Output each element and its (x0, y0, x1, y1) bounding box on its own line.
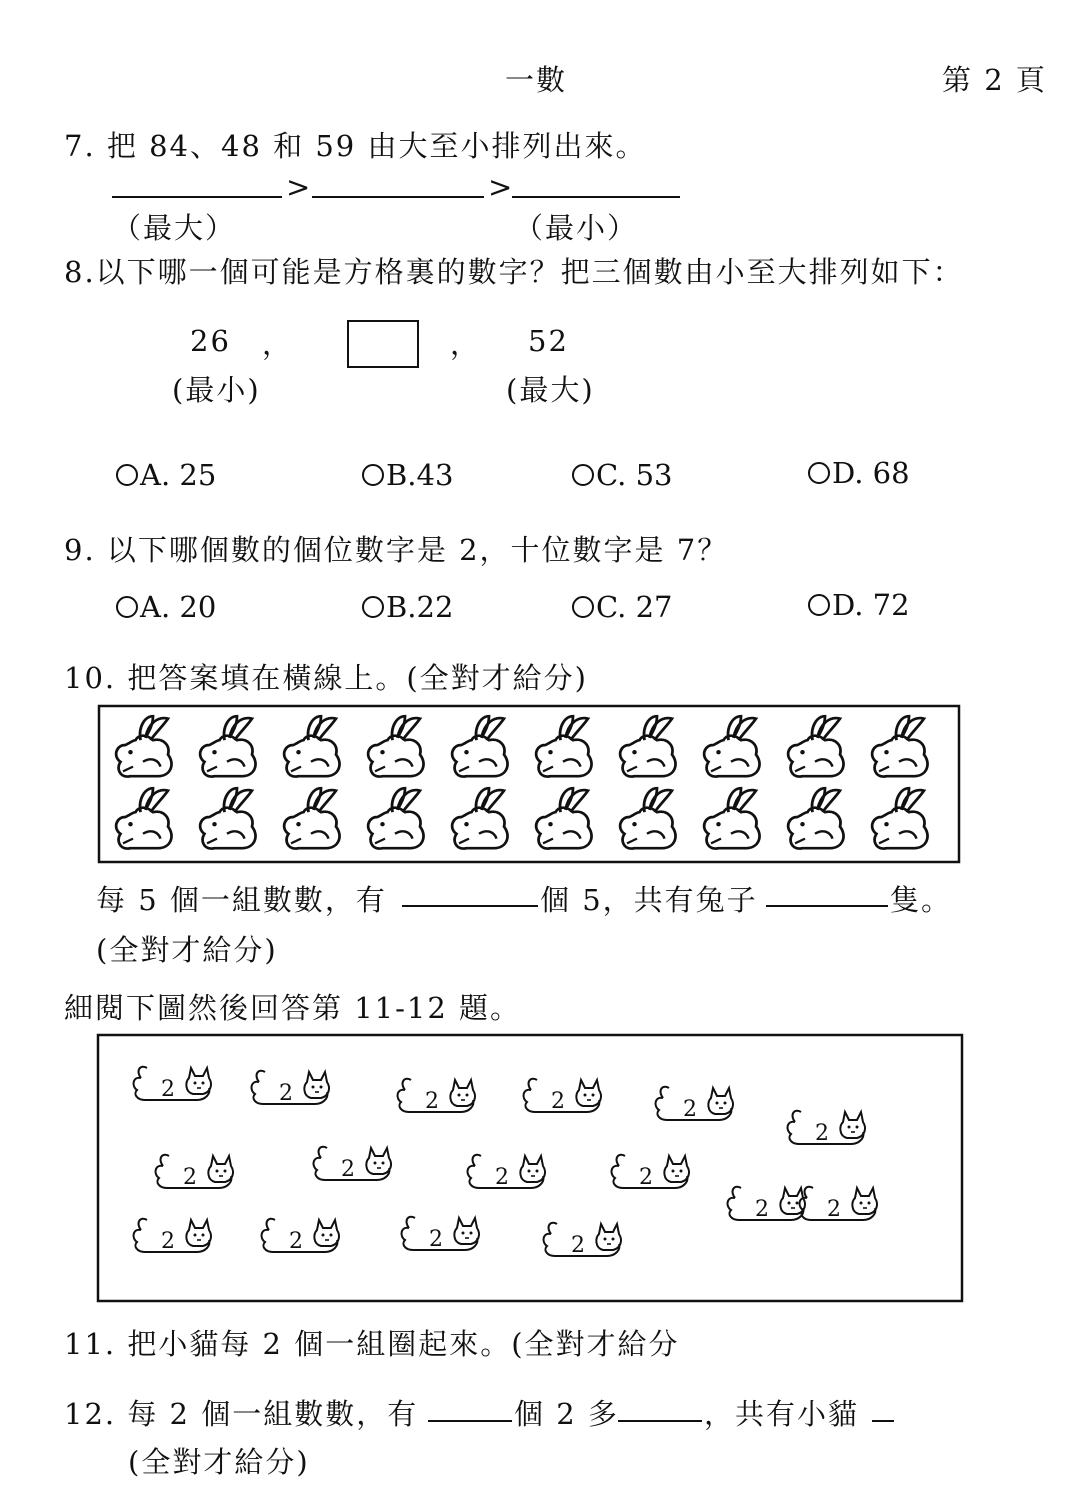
radio-circle-icon (362, 464, 384, 486)
q8-option-c[interactable]: C. 53 (572, 458, 673, 492)
radio-circle-icon (808, 462, 830, 484)
cat-icon (398, 1079, 475, 1114)
q12-b: 個 2 多 (514, 1397, 619, 1431)
cat-icon (134, 1219, 211, 1254)
radio-circle-icon (362, 596, 384, 618)
rabbit-icon (872, 716, 927, 776)
rabbit-icon (620, 716, 675, 776)
rabbit-icon (116, 716, 171, 776)
q10-text: 10. 把答案填在橫線上。(全對才給分) (64, 661, 588, 695)
cat-label: 2 (341, 1157, 355, 1182)
cat-label: 2 (161, 1229, 175, 1254)
cat-label: 2 (183, 1165, 197, 1190)
cat-label: 2 (551, 1089, 565, 1114)
cat-label: 2 (279, 1081, 293, 1106)
radio-circle-icon (116, 464, 138, 486)
q10-blank-groups[interactable] (402, 905, 538, 907)
rabbit-picture (98, 705, 960, 863)
rabbit-icon (536, 716, 591, 776)
cat-label: 2 (495, 1165, 509, 1190)
radio-circle-icon (572, 464, 594, 486)
rabbit-icon (284, 716, 339, 776)
q7-gt-2: > (488, 170, 515, 204)
cat-icon (156, 1155, 233, 1190)
rabbit-icon (788, 716, 843, 776)
rabbit-icon (284, 788, 339, 848)
cat-icon (468, 1155, 545, 1190)
cat-icon (788, 1111, 865, 1146)
q10-note: (全對才給分) (96, 933, 278, 967)
cat-label: 2 (683, 1097, 697, 1122)
radio-circle-icon (572, 596, 594, 618)
q10-line-c: 隻。 (890, 883, 953, 917)
rabbit-icon (788, 788, 843, 848)
cat-label: 2 (161, 1077, 175, 1102)
cat-label: 2 (429, 1227, 443, 1252)
rabbit-icon (452, 716, 507, 776)
q10-line-a: 每 5 個一組數數，有 (96, 883, 387, 917)
cat-icon (252, 1071, 329, 1106)
q7-blank-1[interactable] (112, 196, 282, 198)
cat-label: 2 (571, 1233, 585, 1258)
cat-label: 2 (755, 1197, 769, 1222)
q12-blank-total[interactable] (872, 1420, 894, 1422)
q7-blank-3[interactable] (512, 196, 680, 198)
q7-label-max: （最大） (112, 211, 237, 245)
cat-icon (800, 1187, 877, 1222)
q11-text: 11. 把小貓每 2 個一組圈起來。(全對才給分 (64, 1327, 680, 1361)
q12-blank-groups[interactable] (428, 1420, 512, 1422)
q7-text: 7. 把 84、48 和 59 由大至小排列出來。 (64, 129, 647, 163)
q7-gt-1: > (286, 170, 313, 204)
q8-number-26: 26 (190, 324, 231, 358)
cat-icon (544, 1223, 621, 1258)
rabbit-icon (704, 716, 759, 776)
cat-icon (728, 1187, 805, 1222)
subject-title: 一數 (505, 63, 568, 97)
q10-blank-total[interactable] (766, 905, 888, 907)
rabbit-icon (620, 788, 675, 848)
q9-option-a[interactable]: A. 20 (116, 590, 216, 624)
q8-text: 8.以下哪一個可能是方格裏的數字？把三個數由小至大排列如下： (64, 255, 964, 289)
cat-label: 2 (425, 1089, 439, 1114)
q8-answer-box[interactable] (347, 320, 419, 368)
q7-blank-2[interactable] (312, 196, 484, 198)
cat-icon (134, 1067, 211, 1102)
page-number: 第 2 頁 (942, 63, 1047, 97)
cat-picture (97, 1034, 963, 1302)
cat-icon (524, 1079, 601, 1114)
q8-option-a[interactable]: A. 25 (116, 458, 216, 492)
q7-label-min: （最小） (514, 211, 639, 245)
q8-option-b[interactable]: B.43 (362, 458, 453, 492)
q9-option-b[interactable]: B.22 (362, 590, 453, 624)
radio-circle-icon (808, 594, 830, 616)
radio-circle-icon (116, 596, 138, 618)
cat-icon (402, 1217, 479, 1252)
rabbit-icon (368, 788, 423, 848)
q8-number-52: 52 (528, 324, 569, 358)
q10-line-b: 個 5，共有兔子 (540, 883, 758, 917)
q12-blank-extra[interactable] (618, 1420, 702, 1422)
q12-c: ，共有小貓 (704, 1397, 860, 1431)
q9-option-d[interactable]: D. 72 (808, 588, 910, 622)
cat-label: 2 (827, 1197, 841, 1222)
q8-option-d[interactable]: D. 68 (808, 456, 910, 490)
cat-label: 2 (289, 1229, 303, 1254)
q9-option-c[interactable]: C. 27 (572, 590, 673, 624)
rabbit-icon (452, 788, 507, 848)
rabbit-icon (536, 788, 591, 848)
rabbit-icon (200, 716, 255, 776)
cat-icon (656, 1087, 733, 1122)
rabbit-icon (872, 788, 927, 848)
q12-a: 12. 每 2 個一組數數，有 (64, 1397, 419, 1431)
q8-comma-1: ， (262, 327, 294, 361)
rabbit-icon (200, 788, 255, 848)
cat-icon (314, 1147, 391, 1182)
q12-note: (全對才給分) (128, 1445, 310, 1479)
cat-icon (262, 1219, 339, 1254)
cat-icon (612, 1155, 689, 1190)
rabbit-icon (368, 716, 423, 776)
rabbit-icon (116, 788, 171, 848)
q8-label-min: (最小) (172, 373, 261, 407)
cat-label: 2 (815, 1121, 829, 1146)
q9-text: 9. 以下哪個數的個位數字是 2，十位數字是 7？ (64, 533, 729, 567)
intro-text: 細閱下圖然後回答第 11-12 題。 (64, 991, 522, 1025)
q8-comma-2: ， (450, 327, 482, 361)
cat-label: 2 (639, 1165, 653, 1190)
q8-label-max: (最大) (506, 373, 595, 407)
rabbit-icon (704, 788, 759, 848)
